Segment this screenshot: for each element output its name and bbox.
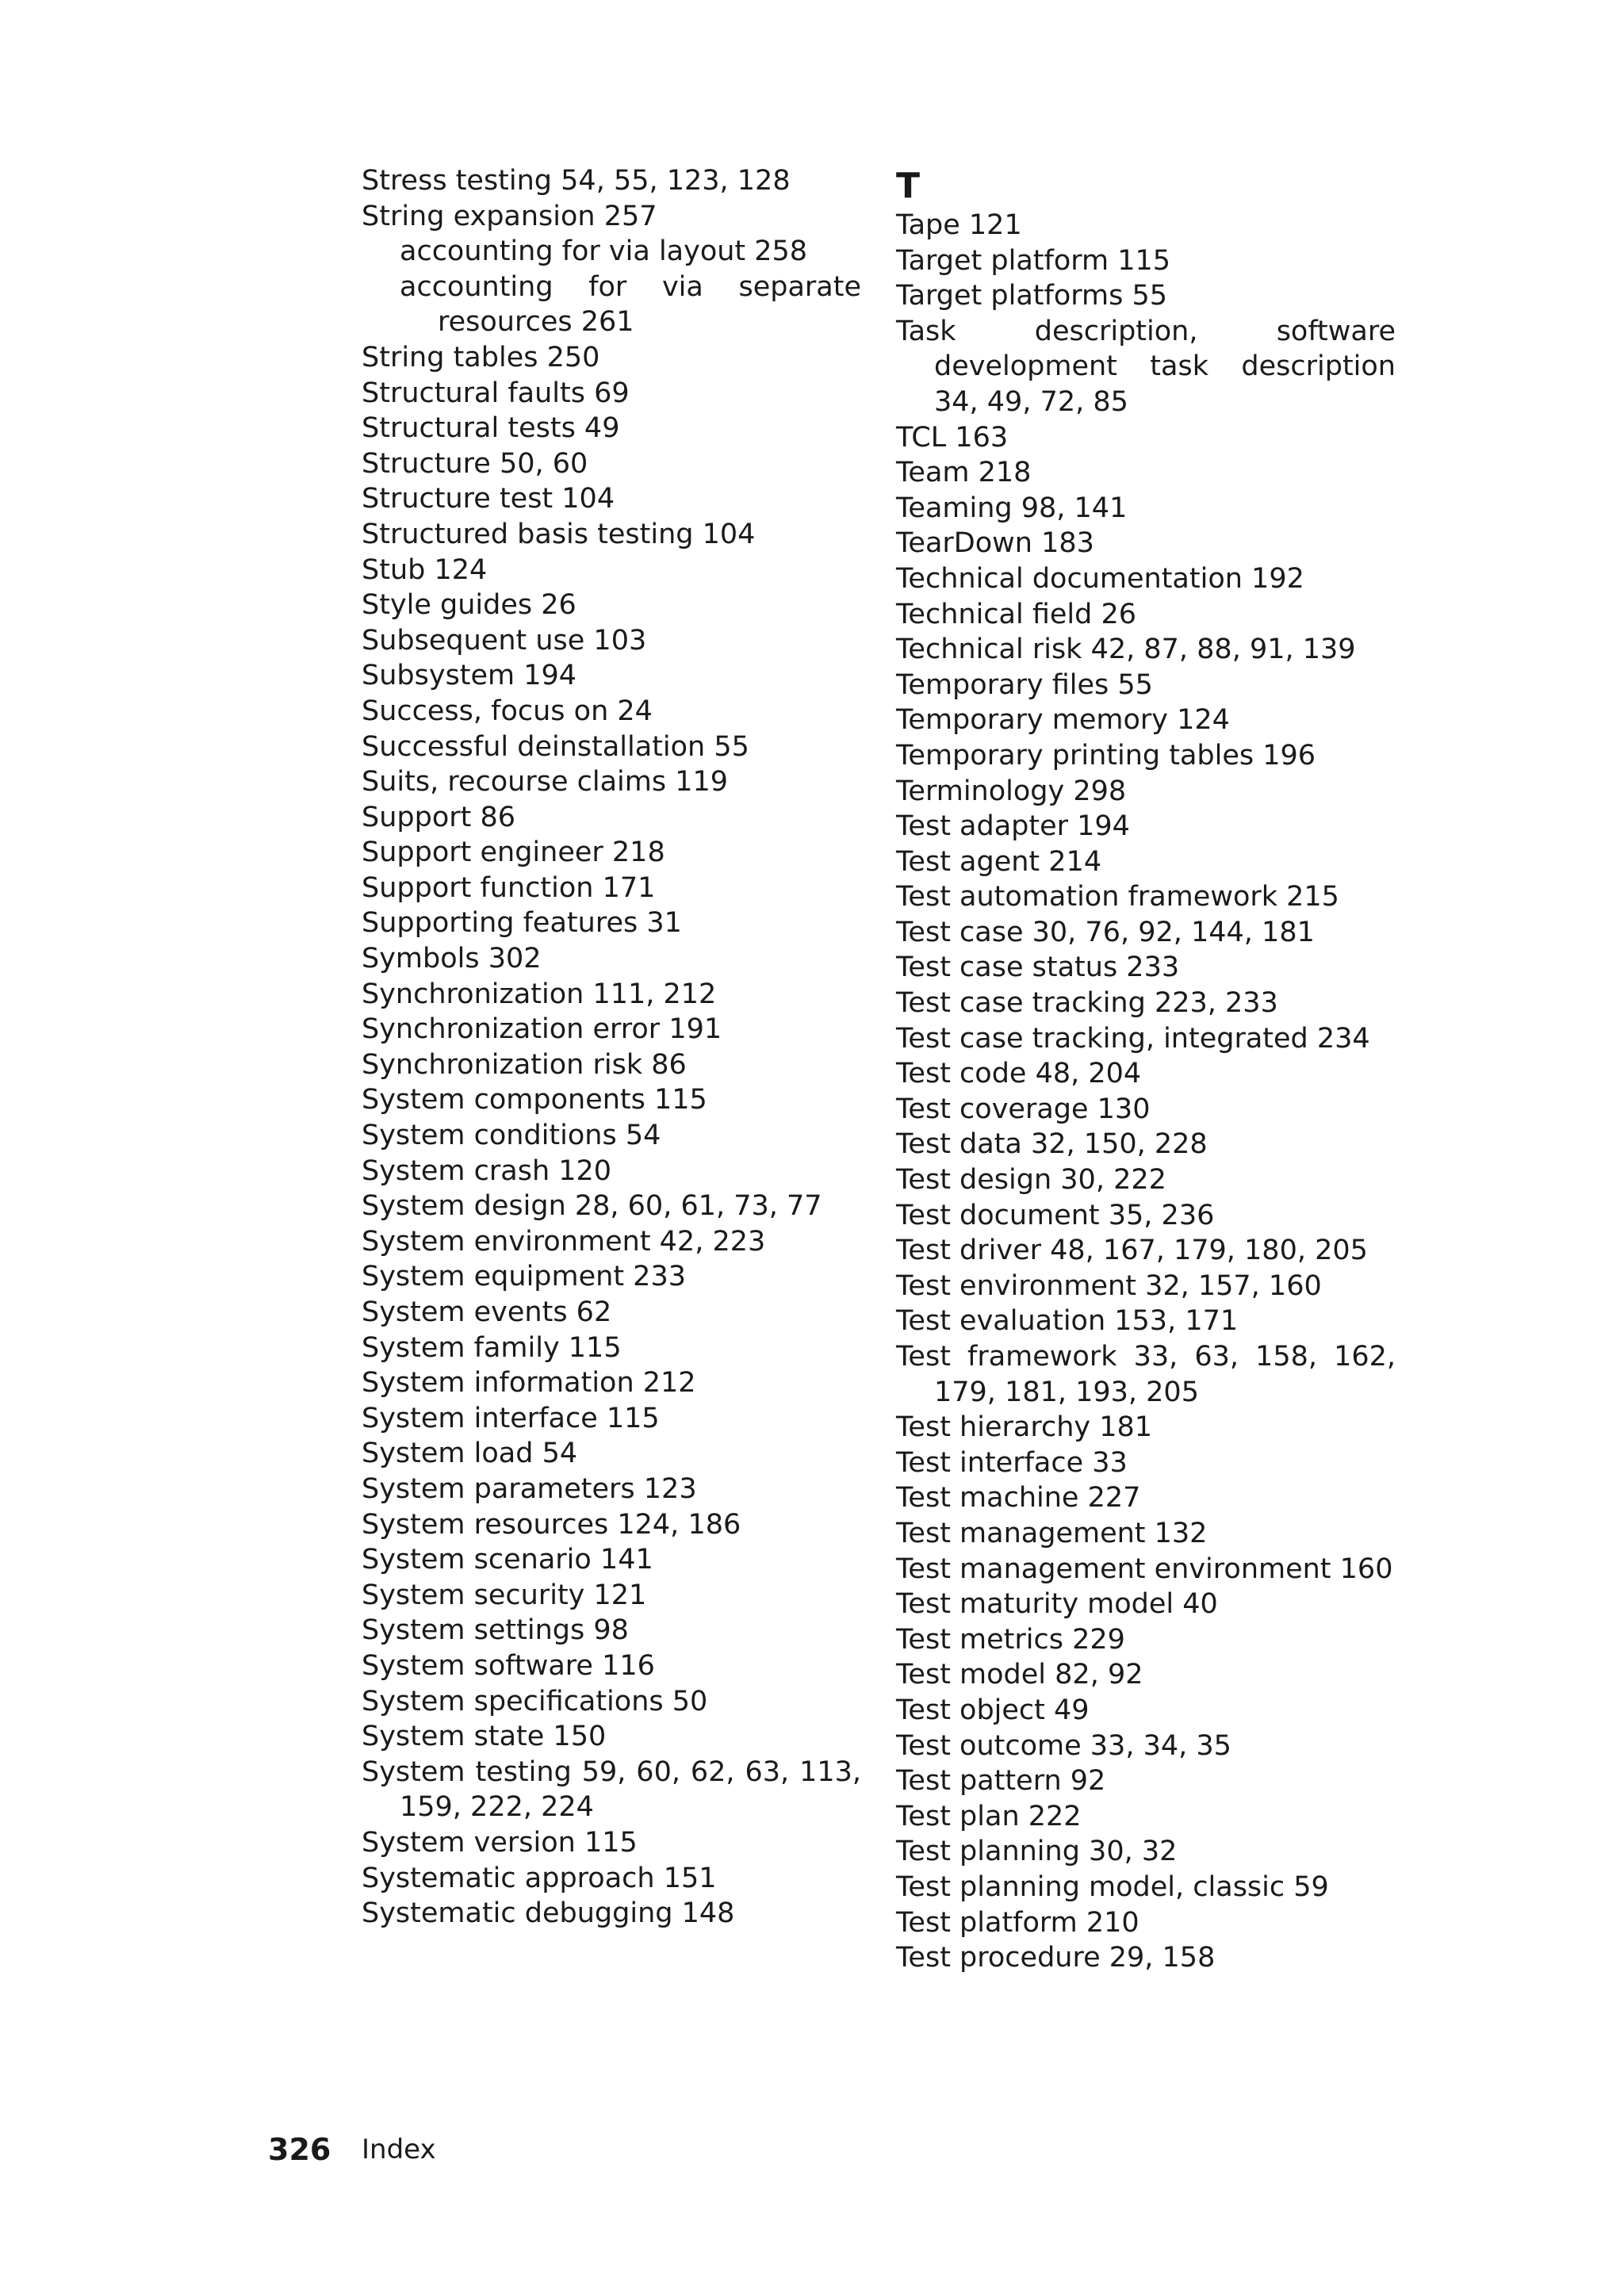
index-entry: Test management environment 160 [896, 1553, 1393, 1585]
index-entry: Test design 30, 222 [896, 1164, 1166, 1197]
index-entry: Synchronization error 191 [362, 1013, 722, 1046]
letter-heading-t: T [896, 166, 921, 206]
index-entry: Test coverage 130 [896, 1093, 1151, 1125]
index-entry: Test environment 32, 157, 160 [896, 1269, 1322, 1302]
index-entry: Style guides 26 [362, 589, 576, 622]
index-entry: String expansion 257 [362, 200, 657, 232]
index-entry: Test agent 214 [896, 845, 1102, 878]
index-entry: Supporting features 31 [362, 907, 682, 940]
index-entry: Test model 82, 92 [896, 1659, 1143, 1691]
index-entry: System family 115 [362, 1331, 622, 1364]
index-entry: Technical risk 42, 87, 88, 91, 139 [896, 634, 1356, 666]
index-entry: System parameters 123 [362, 1472, 697, 1505]
index-entry: Test metrics 229 [896, 1623, 1125, 1656]
index-subentry: accounting for via layout 258 [400, 235, 808, 268]
index-entry: Structure test 104 [362, 483, 615, 515]
index-entry: Test object 49 [896, 1694, 1090, 1726]
index-column-left [362, 163, 861, 1932]
index-entry: Structure 50, 60 [362, 447, 588, 480]
index-entry: Suits, recourse claims 119 [362, 766, 729, 798]
index-entry: Support engineer 218 [362, 837, 665, 869]
index-entry: System equipment 233 [362, 1261, 686, 1293]
index-entry: Test procedure 29, 158 [896, 1942, 1216, 1974]
index-entry: Test adapter 194 [896, 810, 1130, 843]
index-entry: Test plan 222 [896, 1800, 1082, 1832]
index-entry: Synchronization 111, 212 [362, 978, 717, 1010]
index-entry: Test case tracking 223, 233 [896, 987, 1278, 1020]
index-entry: Test maturity model 40 [896, 1588, 1218, 1621]
index-entry: Test framework 33, 63, 158, 162, 179, 181, 193, 205 [896, 1341, 1396, 1408]
index-entry: Test automation framework 215 [896, 881, 1339, 913]
index-entry: String tables 250 [362, 341, 600, 373]
index-entry: Support function 171 [362, 871, 656, 904]
index-entry: Test pattern 92 [896, 1765, 1106, 1798]
index-entry: System components 115 [362, 1084, 707, 1116]
index-entry: Structural tests 49 [362, 412, 620, 445]
index-entry: Systematic approach 151 [362, 1862, 717, 1894]
index-column-right [896, 165, 1396, 1976]
index-entry: Test case tracking, integrated 234 [896, 1022, 1370, 1055]
index-entry: Test outcome 33, 34, 35 [896, 1729, 1231, 1762]
index-entry: System load 54 [362, 1438, 578, 1470]
index-entry: Stub 124 [362, 553, 488, 586]
index-entry: Task description, software development task description 34, 49, 72, 85 [896, 315, 1396, 418]
index-entry: Structural faults 69 [362, 377, 630, 409]
index-entry: Test management 132 [896, 1517, 1208, 1549]
index-entry: System version 115 [362, 1826, 638, 1859]
index-entry: Test driver 48, 167, 179, 180, 205 [896, 1235, 1368, 1267]
index-entry: System crash 120 [362, 1154, 612, 1187]
index-entry: Team 218 [896, 457, 1032, 489]
index-entry: Stress testing 54, 55, 123, 128 [362, 165, 791, 197]
index-entry: Success, focus on 24 [362, 695, 653, 727]
index-entry: Technical documentation 192 [896, 562, 1304, 595]
index-entry: Target platform 115 [896, 244, 1171, 277]
index-entry: Subsystem 194 [362, 660, 577, 692]
index-entry: System design 28, 60, 61, 73, 77 [362, 1190, 822, 1223]
index-entry: System software 116 [362, 1649, 655, 1682]
index-entry: Target platforms 55 [896, 280, 1168, 312]
index-entry: Synchronization risk 86 [362, 1048, 687, 1081]
index-entry: Test machine 227 [896, 1482, 1141, 1514]
index-entry: Test code 48, 204 [896, 1058, 1142, 1090]
index-entry: Terminology 298 [896, 775, 1127, 807]
index-entry: Support 86 [362, 801, 516, 833]
index-entry: Test document 35, 236 [896, 1199, 1215, 1231]
index-entry: TCL 163 [896, 421, 1009, 454]
index-entry: Temporary files 55 [896, 668, 1153, 701]
index-entry: Temporary printing tables 196 [896, 739, 1316, 772]
index-entry: System events 62 [362, 1296, 612, 1328]
index-entry: Test evaluation 153, 171 [896, 1305, 1239, 1338]
index-entry: TearDown 183 [896, 527, 1094, 560]
index-entry: Test hierarchy 181 [896, 1411, 1153, 1444]
index-entry: System settings 98 [362, 1614, 629, 1647]
index-entry: Test case status 233 [896, 951, 1180, 984]
index-entry: System conditions 54 [362, 1120, 661, 1152]
running-title: Index [362, 2134, 436, 2165]
index-entry: System state 150 [362, 1721, 607, 1753]
index-entry: Successful deinstallation 55 [362, 730, 749, 763]
index-entry: System scenario 141 [362, 1544, 653, 1576]
index-entry: System environment 42, 223 [362, 1225, 766, 1258]
index-entry: Structured basis testing 104 [362, 518, 756, 550]
index-entry: Test data 32, 150, 228 [896, 1128, 1208, 1161]
index-subentry: accounting for via separate resources 261 [400, 270, 861, 339]
index-entry: Test interface 33 [896, 1446, 1128, 1479]
index-entry: System security 121 [362, 1579, 647, 1611]
index-entry: Test planning 30, 32 [896, 1836, 1178, 1868]
index-entry: Test planning model, classic 59 [896, 1870, 1329, 1903]
index-entry: System testing 59, 60, 62, 63, 113, 159, 222, 224 [362, 1756, 861, 1824]
index-entry: Tape 121 [896, 209, 1022, 241]
index-entry: Systematic debugging 148 [362, 1897, 735, 1930]
index-entry: Test platform 210 [896, 1906, 1139, 1939]
page-footer [0, 2130, 1624, 2169]
index-entry: Technical field 26 [896, 598, 1137, 630]
index-entry: System interface 115 [362, 1402, 660, 1434]
index-entry: Teaming 98, 141 [896, 492, 1128, 524]
index-entry: Temporary memory 124 [896, 704, 1230, 737]
index-entry: System information 212 [362, 1367, 696, 1399]
index-entry: Subsequent use 103 [362, 624, 647, 657]
page-number: 326 [268, 2132, 331, 2167]
index-entry: Symbols 302 [362, 943, 542, 975]
index-entry: System specifications 50 [362, 1685, 708, 1717]
index-entry: Test case 30, 76, 92, 144, 181 [896, 916, 1315, 948]
index-entry: System resources 124, 186 [362, 1508, 741, 1541]
